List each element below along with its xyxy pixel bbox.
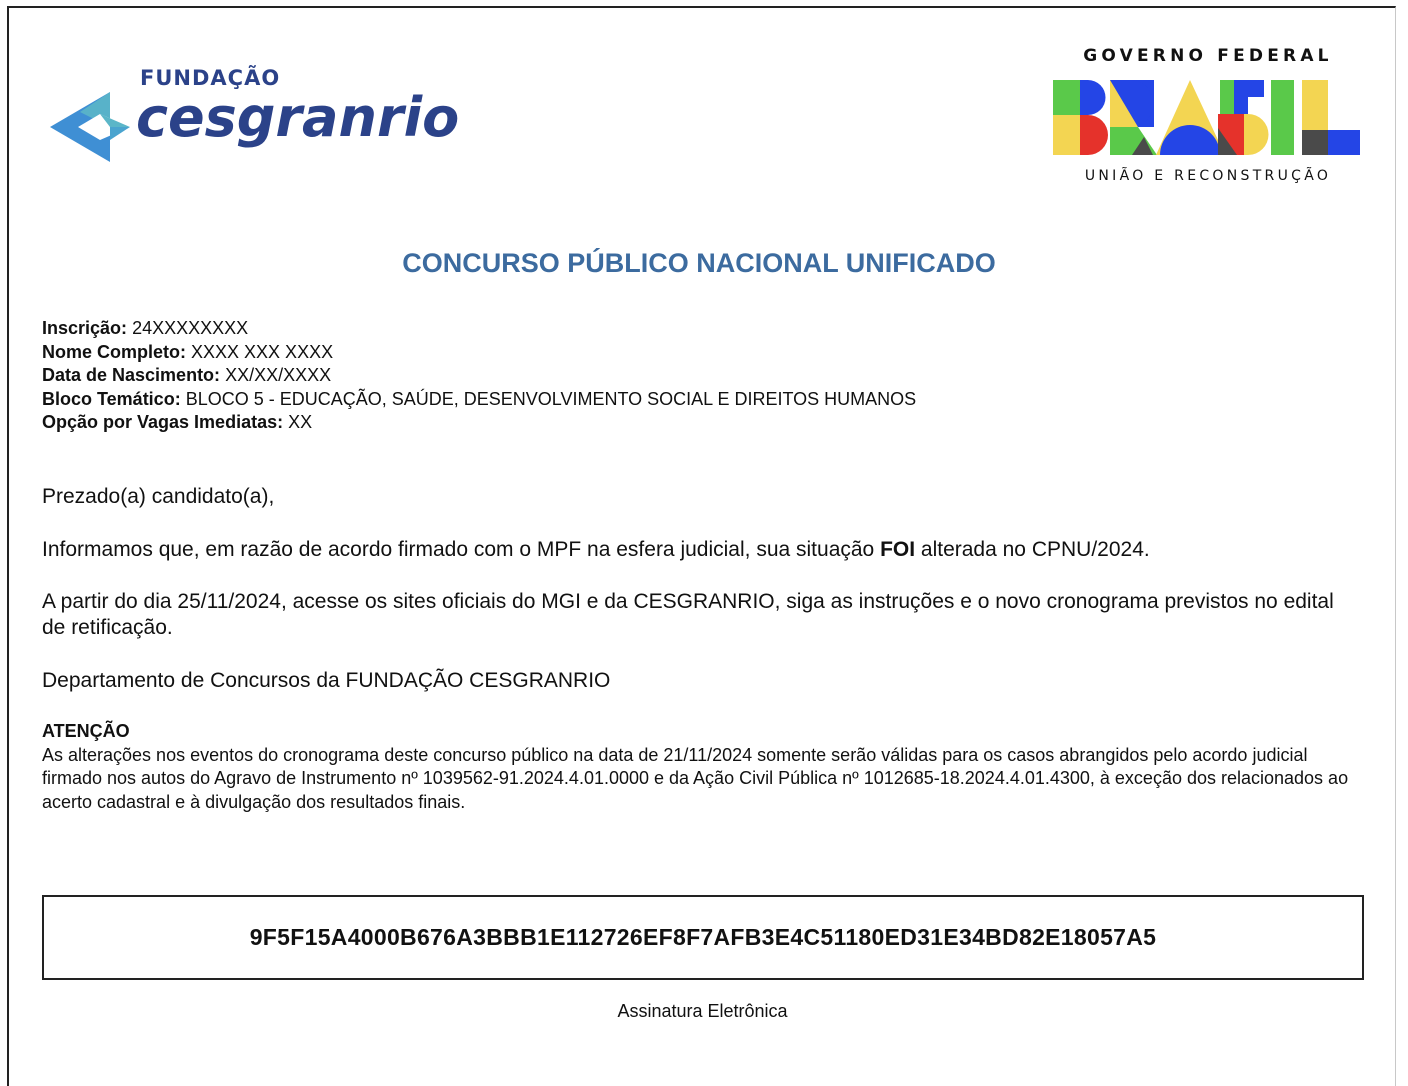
signature-code: 9F5F15A4000B676A3BBB1E112726EF8F7AFB3E4C51180ED31E34BD82E18057A5 [249,924,1157,950]
field-value: XX [288,412,313,432]
attention-title: ATENÇÃO [42,721,130,741]
situation-status-bold: FOI [880,538,916,561]
field-label: Opção por Vagas Imediatas: [42,412,284,432]
situation-text-before: Informamos que, em razão de acordo firmado com o MPF na esfera judicial, sua situação [42,538,881,561]
electronic-signature-box [42,895,1364,980]
instructions-paragraph: A partir do dia 25/11/2024, acesse os sites oficiais do MGI e da CESGRANRIO, siga as instruções e o novo cronograma previstos no edital de retificação. [42,590,1334,639]
field-value: XX/XX/XXXX [225,365,332,385]
governo-federal-text: GOVERNO FEDERAL [1083,46,1333,66]
situation-text-after: alterada no CPNU/2024. [915,538,1150,561]
cesgranrio-text: cesgranrio [136,86,460,149]
uniao-reconstrucao-text: UNIÃO E RECONSTRUÇÃO [1084,168,1332,184]
attention-section [42,720,1372,814]
field-label: Inscrição: [42,318,128,338]
cesgranrio-arrow-icon [50,92,134,162]
attention-text: As alterações nos eventos do cronograma deste concurso público na data de 21/11/2024 somente serão válidas para os casos abrangidos pelo acordo judicial firmado nos autos do Agravo de Instrumento nº 1039562-91.2024.4.01.0000 e da Ação Civil Pública nº 1012685-18.2024.4.01.4300, à exceção dos relacionados ao acerto cadastral e à divulgação dos resultados finais. [42,744,1349,812]
field-bloco-tematico [42,388,916,412]
field-label: Bloco Temático: [42,388,181,409]
sender-line: Departamento de Concursos da FUNDAÇÃO CESGRANRIO [42,669,611,692]
field-value: BLOCO 5 - EDUCAÇÃO, SAÚDE, DESENVOLVIMENTO SOCIAL E DIREITOS HUMANOS [185,388,917,409]
brasil-wordmark-icon [1053,80,1361,156]
field-vagas-imediatas [42,411,916,435]
page-title: CONCURSO PÚBLICO NACIONAL UNIFICADO [402,248,996,278]
cesgranrio-logo [50,62,460,162]
situation-paragraph [42,537,1362,563]
signature-label: Assinatura Eletrônica [617,1001,788,1021]
greeting: Prezado(a) candidato(a), [42,485,275,508]
field-data-nascimento [42,364,916,388]
field-label: Nome Completo: [42,341,186,362]
field-label: Data de Nascimento: [42,365,221,385]
field-value: 24XXXXXXXX [132,318,249,338]
field-nome-completo [42,341,916,365]
governo-federal-logo [1050,44,1366,194]
field-inscricao [42,317,916,341]
candidate-info [42,317,916,435]
field-value: XXXX XXX XXXX [191,341,334,362]
fundacao-text: FUNDAÇÃO [140,66,281,90]
